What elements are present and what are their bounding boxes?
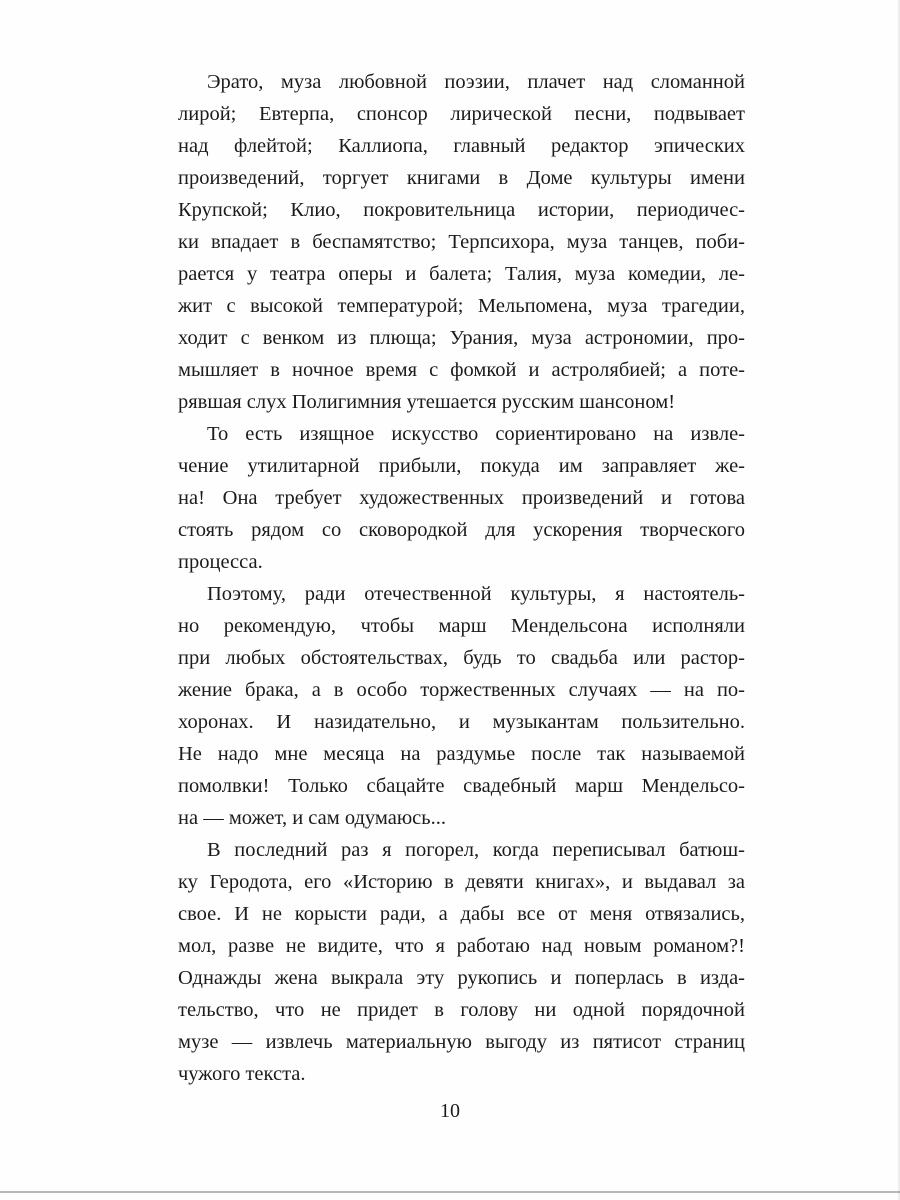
text-line: при любых обстоятельствах, будь то свадьба или растор- [178, 647, 745, 669]
text-line: То есть изящное искусство сориентировано на извле- [207, 423, 745, 445]
text-block [178, 66, 745, 1090]
text-line: над флейтой; Каллиопа, главный редактор эпических [178, 135, 745, 157]
text-line: но рекомендую, чтобы марш Мендельсона исполняли [178, 615, 745, 637]
text-line: тельство, что не придет в голову ни одной порядочной [178, 999, 745, 1021]
paragraph [178, 418, 745, 578]
text-line: ки впадает в беспамятство; Терпсихора, муза танцев, поби- [178, 231, 745, 253]
scan-edge-bottom [0, 1191, 900, 1193]
text-line: ходит с венком из плюща; Урания, муза астрономии, про- [178, 327, 745, 349]
text-line: Эрато, муза любовной поэзии, плачет над сломанной [207, 71, 745, 93]
text-line: Однажды жена выкрала эту рукопись и поперлась в изда- [178, 967, 745, 989]
text-line: ку Геродота, его «Историю в девяти книгах», и выдавал за [178, 871, 745, 893]
text-line: В последний раз я погорел, когда переписывал батюш- [207, 839, 745, 861]
text-line: рявшая слух Полигимния утешается русским шансоном! [178, 391, 676, 413]
paragraph [178, 578, 745, 834]
text-line: рается у театра оперы и балета; Талия, муза комедии, ле- [178, 263, 745, 285]
text-line: мол, разве не видите, что я работаю над новым романом?! [178, 935, 745, 957]
text-line: чужого текста. [178, 1063, 306, 1085]
text-line: Крупской; Клио, покровительница истории, периодичес- [178, 199, 745, 221]
text-line: процесса. [178, 551, 263, 573]
text-line: лирой; Евтерпа, спонсор лирической песни, подвывает [178, 103, 745, 125]
text-line: чение утилитарной прибыли, покуда им заправляет же- [178, 455, 745, 477]
text-line: на — может, и сам одумаюсь... [178, 807, 446, 829]
text-line: произведений, торгует книгами в Доме культуры имени [178, 167, 745, 189]
text-line: жит с высокой температурой; Мельпомена, муза трагедии, [178, 295, 745, 317]
text-line: свое. И не корысти ради, а дабы все от меня отвязались, [178, 903, 745, 925]
text-line: на! Она требует художественных произведений и готова [178, 487, 745, 509]
text-line: хоронах. И назидательно, и музыкантам пользительно. [178, 711, 745, 733]
text-line: жение брака, а в особо торжественных случаях — на по- [178, 679, 745, 701]
text-line: Не надо мне месяца на раздумье после так называемой [178, 743, 745, 765]
text-line: помолвки! Только сбацайте свадебный марш Мендельсо- [178, 775, 745, 797]
page-number: 10 [440, 1100, 460, 1122]
text-line: стоять рядом со сковородкой для ускорения творческого [178, 519, 745, 541]
text-line: Поэтому, ради отечественной культуры, я настоятель- [207, 583, 745, 605]
text-line: музе — извлечь материальную выгоду из пятисот страниц [178, 1031, 745, 1053]
paragraph [178, 66, 745, 418]
paragraph [178, 834, 745, 1090]
text-line: мышляет в ночное время с фомкой и астролябией; а поте- [178, 359, 745, 381]
